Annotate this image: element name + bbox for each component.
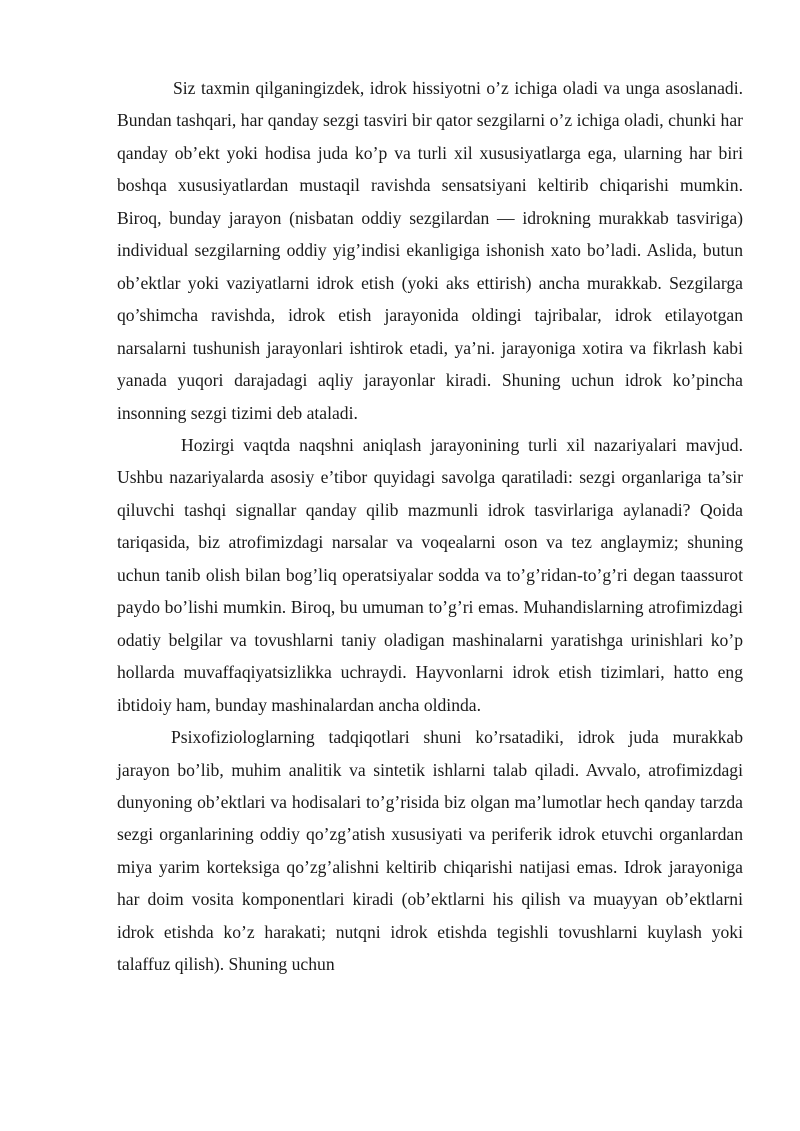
paragraph-2: Hozirgi vaqtda naqshni aniqlash jarayonining turli xil nazariyalari mavjud. Ushbu nazariyalarda asosiy e’tibor quyidagi savolga qaratiladi: sezgi organlariga ta’sir qiluvchi tashqi signallar qanday qilib mazmunli idrok tasvirlariga aylanadi? Qoida tariqasida, biz atrofimizdagi narsalar va voqealarni oson va tez anglaymiz; shuning uchun tanib olish bilan bog’liq operatsiyalar sodda va to’g’ridan-to’g’ri degan taassurot paydo bo’lishi mumkin. Biroq, bu umuman to’g’ri emas. Muhandislarning atrofimizdagi odatiy belgilar va tovushlarni taniy oladigan mashinalarni yaratishga urinishlari ko’p hollarda muvaffaqiyatsizlikka uchraydi. Hayvonlarni idrok etish tizimlari, hatto eng ibtidoiy ham, bunday mashinalardan ancha oldinda. [117, 434, 743, 715]
body-text [117, 72, 743, 981]
paragraph-3: Psixofiziologlarning tadqiqotlari shuni ko’rsatadiki, idrok juda murakkab jarayon bo’lib, muhim analitik va sintetik ishlarni talab qiladi. Avvalo, atrofimizdagi dunyoning ob’ektlari va hodisalari to’g’risida biz olgan ma’lumotlar hech qanday tarzda sezgi organlarining oddiy qo’zg’atish xususiyati va periferik idrok etuvchi organlardan miya yarim korteksiga qo’zg’alishni keltirib chiqarishi natijasi emas. Idrok jarayoniga har doim vosita komponentlari kiradi (ob’ektlarni his qilish va muayyan ob’ektlarni idrok etishda ko’z harakati; nutqni idrok etishda tegishli tovushlarni kuylash yoki talaffuz qilish). Shuning uchun [117, 727, 743, 975]
paragraph-1: Siz taxmin qilganingizdek, idrok hissiyotni o’z ichiga oladi va unga asoslanadi. Bundan tashqari, har qanday sezgi tasviri bir qator sezgilarni o’z ichiga oladi, chunki har qanday ob’ekt yoki hodisa juda ko’p va turli xil xususiyatlarga ega, ularning har biri boshqa xususiyatlardan mustaqil ravishda sensatsiyani keltirib chiqarishi mumkin. Biroq, bunday jarayon (nisbatan oddiy sezgilardan — idrokning murakkab tasviriga) individual sezgilarning oddiy yig’indisi ekanligiga ishonish xato bo’ladi. Aslida, butun ob’ektlar yoki vaziyatlarni idrok etish (yoki aks ettirish) ancha murakkab. Sezgilarga qo’shimcha ravishda, idrok etish jarayonida oldingi tajribalar, idrok etilayotgan narsalarni tushunish jarayonlari ishtirok etadi, ya’ni. jarayoniga xotira va fikrlash kabi yanada yuqori darajadagi aqliy jarayonlar kiradi. Shuning uchun idrok ko’pincha insonning sezgi tizimi deb ataladi. [117, 78, 743, 423]
